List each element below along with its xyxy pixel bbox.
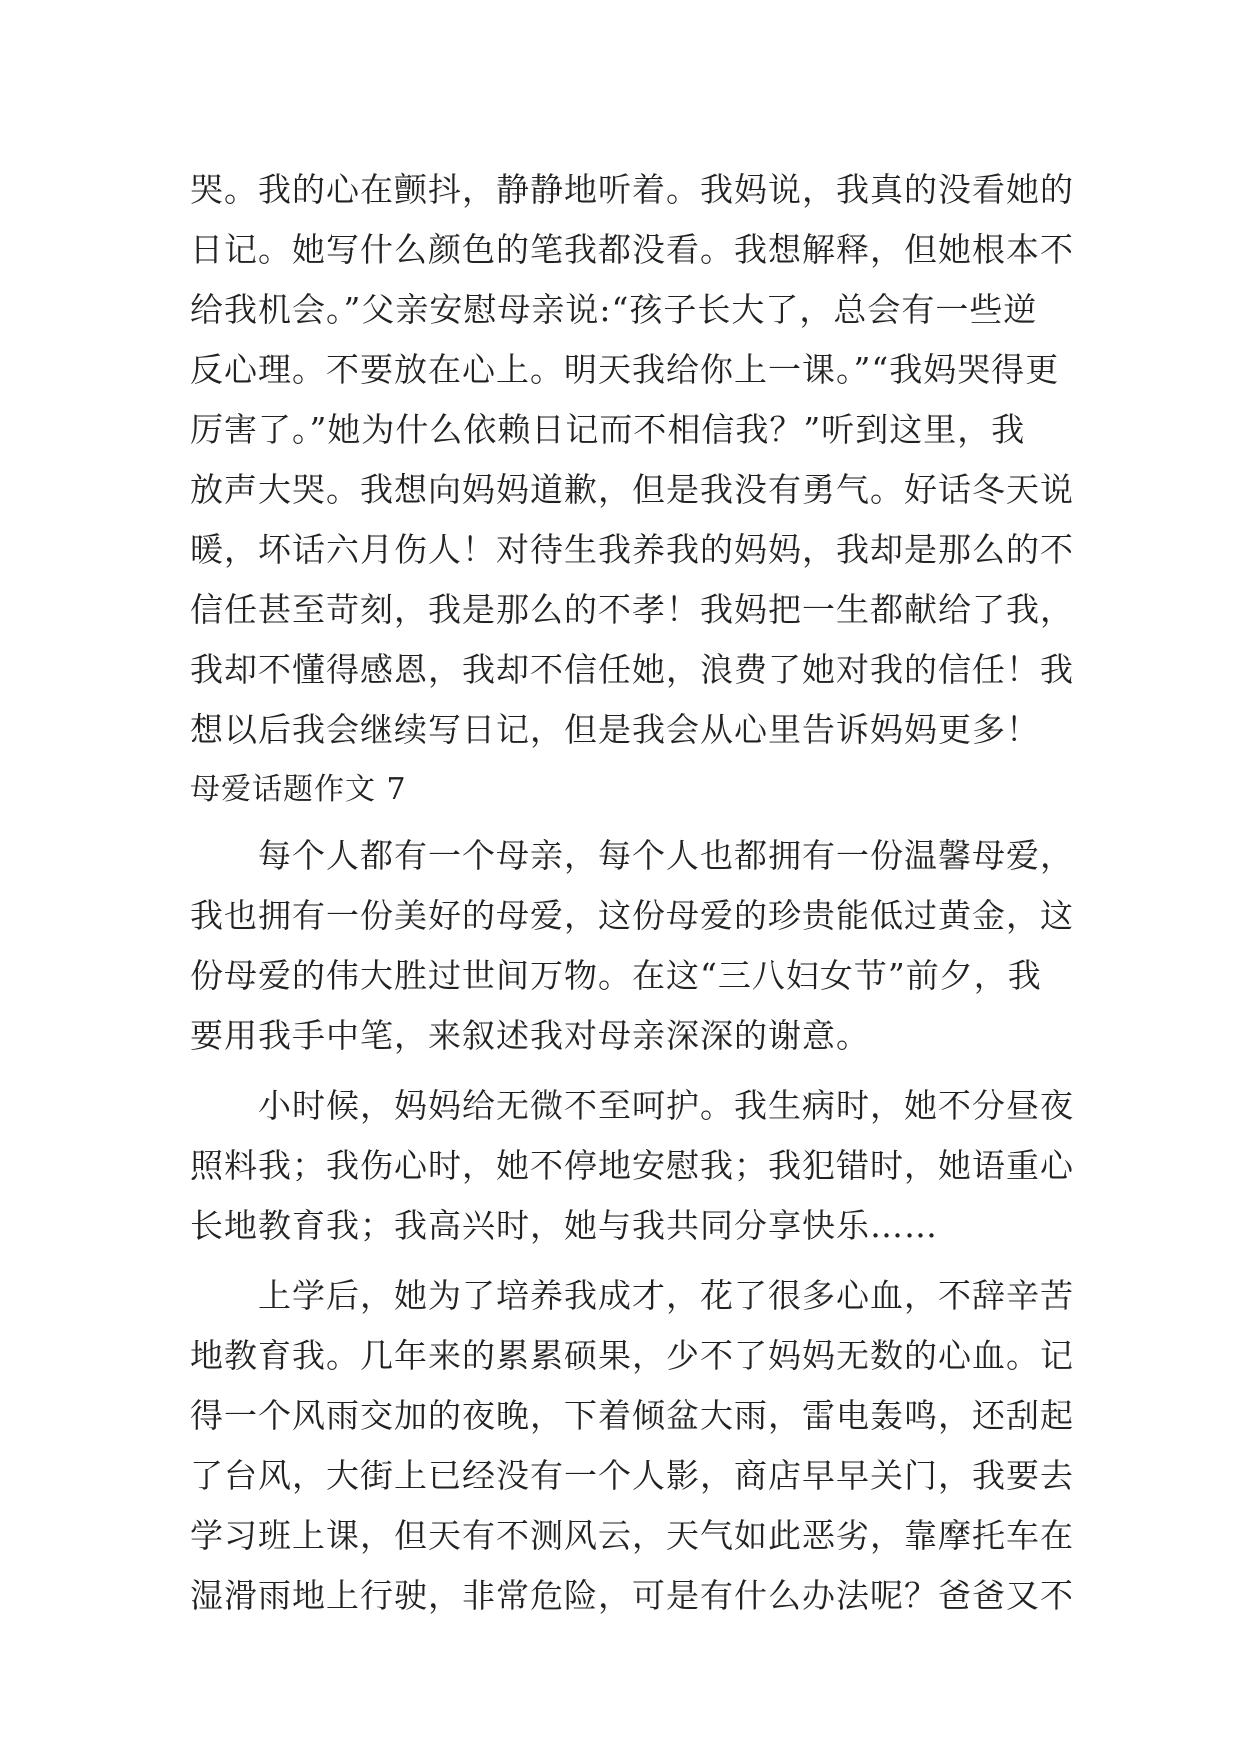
text-line: 份母爱的伟大胜过世间万物。在这“三八妇女节”前夕，我 [190, 956, 1042, 995]
text-line: 得一个风雨交加的夜晚，下着倾盆大雨，雷电轰鸣，还刮起 [190, 1396, 1074, 1435]
paragraph-2 [190, 1076, 1074, 1256]
text-line: 日记。她写什么颜色的笔我都没看。我想解释，但她根本不 [190, 230, 1074, 269]
text-line: 反心理。不要放在心上。明天我给你上一课。”“我妈哭得更 [190, 350, 1060, 389]
text-line: 每个人都有一个母亲，每个人也都拥有一份温馨母爱， [190, 836, 1074, 875]
text-line: 照料我；我伤心时，她不停地安慰我；我犯错时，她语重心 [190, 1146, 1074, 1185]
text-line: 哭。我的心在颤抖，静静地听着。我妈说，我真的没看她的 [190, 170, 1074, 209]
text-line: 想以后我会继续写日记，但是我会从心里告诉妈妈更多！ [190, 710, 1040, 749]
text-line: 地教育我。几年来的累累硕果，少不了妈妈无数的心血。记 [190, 1336, 1074, 1375]
document-body [190, 160, 1074, 1626]
text-line: 信任甚至苛刻，我是那么的不孝！我妈把一生都献给了我， [190, 590, 1074, 629]
text-line: 厉害了。”她为什么依赖日记而不相信我？”听到这里，我 [190, 410, 1026, 449]
text-line: 给我机会。”父亲安慰母亲说:“孩子长大了，总会有一些逆 [190, 290, 1038, 329]
text-line: 长地教育我；我高兴时，她与我共同分享快乐…… [190, 1206, 938, 1245]
paragraph-3 [190, 1266, 1074, 1626]
paragraph-1 [190, 826, 1074, 1066]
text-line: 上学后，她为了培养我成才，花了很多心血，不辞辛苦 [190, 1276, 1074, 1315]
text-line: 我也拥有一份美好的母爱，这份母爱的珍贵能低过黄金，这 [190, 896, 1074, 935]
section-title: 母爱话题作文 7 [190, 772, 407, 807]
text-line: 放声大哭。我想向妈妈道歉，但是我没有勇气。好话冬天说 [190, 470, 1074, 509]
text-line: 学习班上课，但天有不测风云，天气如此恶劣，靠摩托车在 [190, 1516, 1074, 1555]
text-line: 要用我手中笔，来叙述我对母亲深深的谢意。 [190, 1016, 870, 1055]
text-line: 我却不懂得感恩，我却不信任她，浪费了她对我的信任！我 [190, 650, 1074, 689]
text-line: 了台风，大街上已经没有一个人影，商店早早关门，我要去 [190, 1456, 1074, 1495]
text-line: 暖，坏话六月伤人！对待生我养我的妈妈，我却是那么的不 [190, 530, 1074, 569]
text-line: 湿滑雨地上行驶，非常危险，可是有什么办法呢？爸爸又不 [190, 1576, 1074, 1615]
continuation-paragraph [190, 160, 1074, 760]
text-line: 小时候，妈妈给无微不至呵护。我生病时，她不分昼夜 [190, 1086, 1074, 1125]
